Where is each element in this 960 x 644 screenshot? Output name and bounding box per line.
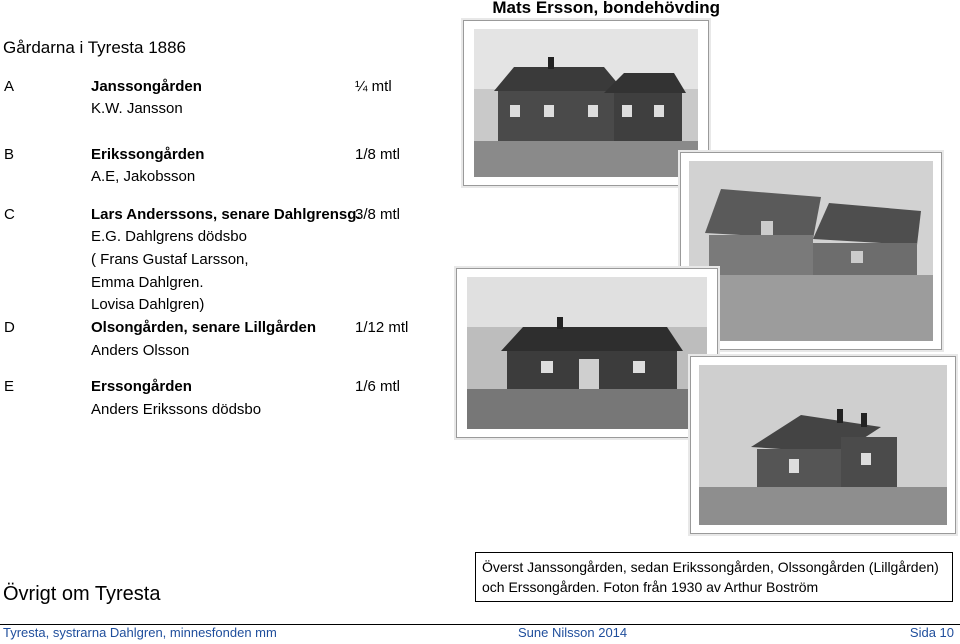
farm-owner-line: Anders Erikssons dödsbo [91,401,262,418]
page-header-title: Mats Ersson, bondehövding [492,0,720,17]
photo-caption: Överst Janssongården, sedan Erikssongården, Olssongården (Lillgården) och Erssongården. Foton från 1930 av Arthur Boström [475,552,953,602]
farm-share: 1/6 mtl [355,378,401,395]
farm-share: 1/8 mtl [355,146,401,163]
farm-owner-line: A.E, Jakobsson [91,168,196,185]
photo-olssongarden [456,268,718,438]
farm-letter: C [4,206,15,223]
photo-erssongarden [690,356,956,534]
photo-janssongarden [463,20,709,186]
farm-share: 1/12 mtl [355,319,409,336]
farm-name: Erikssongården [91,146,205,163]
section-title: Gårdarna i Tyresta 1886 [3,38,187,57]
farm-owner-line: Lovisa Dahlgren) [91,296,205,313]
farm-letter: E [4,378,15,395]
bottom-section-title: Övrigt om Tyresta [3,583,161,605]
farm-letter: D [4,319,15,336]
footer-left: Tyresta, systrarna Dahlgren, minnesfonden mm [3,625,277,640]
farm-name: Olsongården, senare Lillgården [91,319,317,336]
photo-erikssongarden [680,152,942,350]
farm-letter: B [4,146,15,163]
footer-center: Sune Nilsson 2014 [518,625,628,640]
farm-owner-line: E.G. Dahlgrens dödsbo [91,228,247,245]
footer-page-number: Sida 10 [909,625,954,640]
farm-owner-line: Emma Dahlgren. [91,274,204,291]
farm-name: Erssongården [91,378,192,395]
farm-owner-line: K.W. Jansson [91,100,183,117]
farm-share: 3/8 mtl [355,206,401,223]
farm-owner-line: Anders Olsson [91,342,190,359]
farm-name: Lars Anderssons, senare Dahlgrensg. [91,206,361,223]
farm-name: Janssongården [91,78,202,95]
farm-share: ¼ mtl [355,78,392,95]
farm-letter: A [4,78,15,95]
farm-owner-line: ( Frans Gustaf Larsson, [91,251,249,268]
